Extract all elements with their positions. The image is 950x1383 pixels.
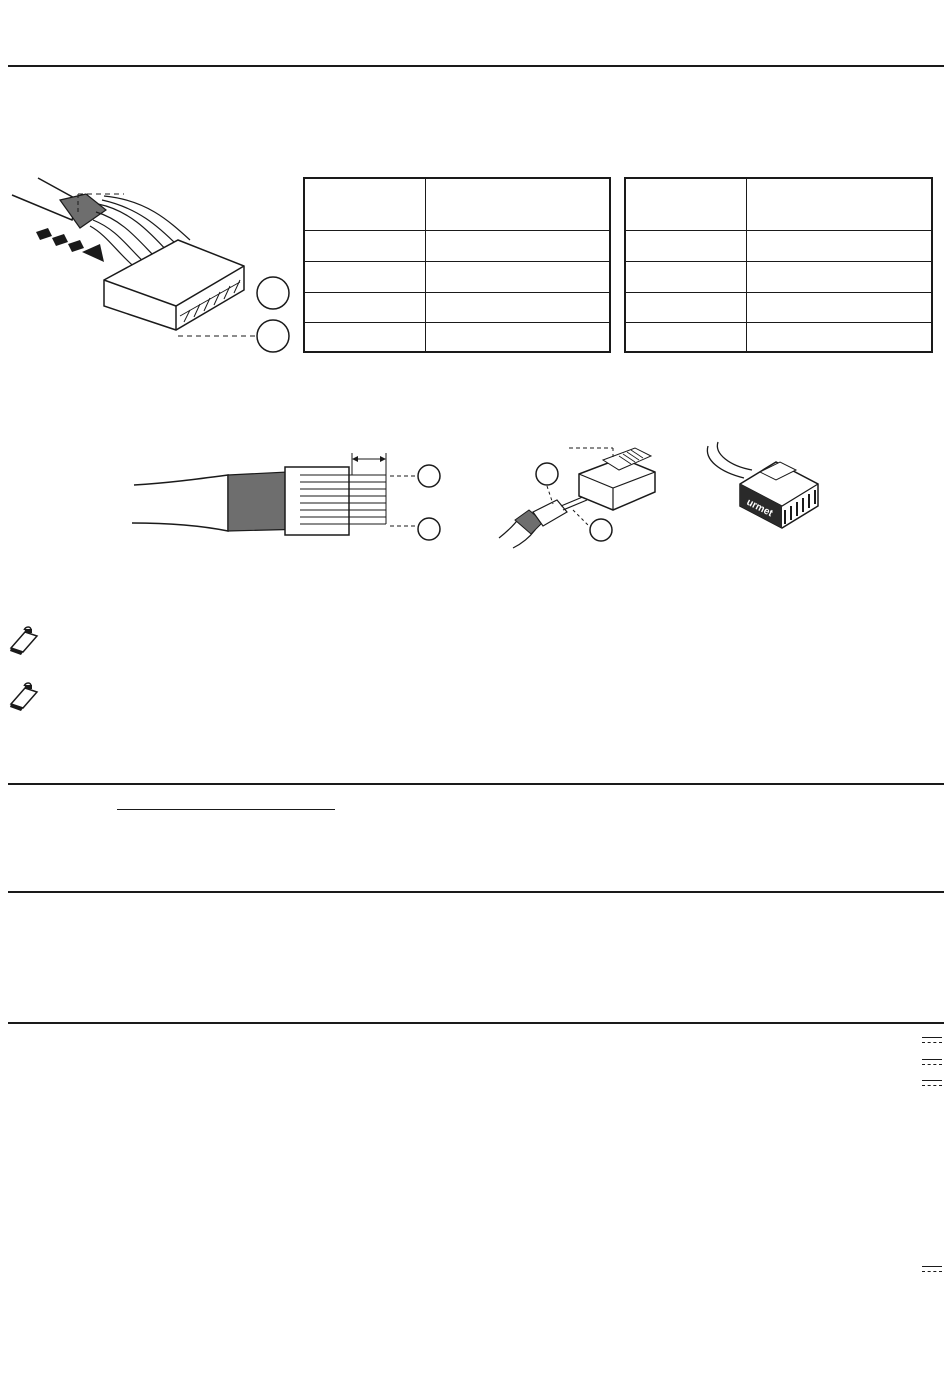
direct-current-icon xyxy=(922,1266,942,1274)
connector-logo: urmet xyxy=(744,496,775,520)
direct-current-icon xyxy=(922,1059,942,1067)
separator-bottom xyxy=(8,1022,944,1024)
figure-stripped-cable xyxy=(128,445,458,545)
separator-lower xyxy=(8,891,944,893)
note-pad-icon xyxy=(7,680,41,714)
direct-current-icon xyxy=(922,1080,942,1088)
underline-rule xyxy=(117,809,335,810)
figure-plug-insertion xyxy=(495,438,675,553)
separator-middle xyxy=(8,783,944,785)
direct-current-icon xyxy=(922,1037,942,1045)
wiring-table-left xyxy=(303,177,611,353)
wiring-table-right xyxy=(624,177,933,353)
note-pad-icon xyxy=(7,624,41,658)
figure-assembled-plug xyxy=(700,440,830,535)
separator-top xyxy=(8,65,944,67)
figure-cable-connector xyxy=(8,170,298,360)
